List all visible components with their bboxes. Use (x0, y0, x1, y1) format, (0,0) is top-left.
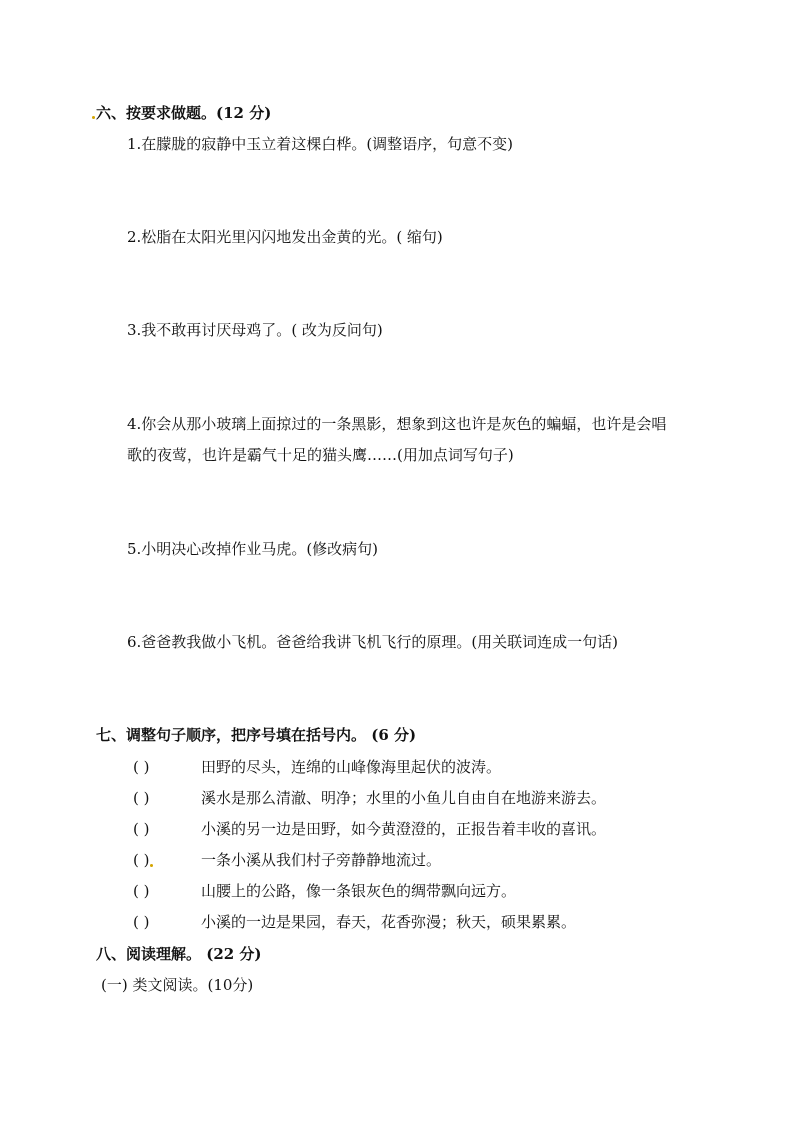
answer-bracket[interactable]: ( ) (133, 789, 150, 807)
question-6-2: 2.松脂在太阳光里闪闪地发出金黄的光。( 缩句) (127, 228, 443, 246)
order-item-5 (133, 881, 516, 901)
order-sentence: 山腰上的公路，像一条银灰色的绸带飘向远方。 (201, 882, 517, 900)
answer-bracket[interactable]: ( ) (133, 913, 150, 931)
order-item-4 (133, 850, 441, 870)
section-6-heading: 六、按要求做题。(12 分) (96, 104, 272, 122)
order-sentence: 溪水是那么清澈、明净；水里的小鱼儿自由自在地游来游去。 (201, 789, 607, 807)
question-6-4-line-2: 歌的夜莺，也许是霸气十足的猫头鹰……(用加点词写句子) (127, 446, 514, 464)
section-8-sub-1: (一) 类文阅读。(10分) (101, 976, 254, 994)
answer-bracket[interactable]: ( ) (133, 882, 150, 900)
yellow-dot-mark (92, 116, 95, 119)
question-6-3: 3.我不敢再讨厌母鸡了。( 改为反问句) (127, 321, 383, 339)
order-item-6 (133, 912, 576, 932)
order-sentence: 小溪的另一边是田野，如今黄澄澄的，正报告着丰收的喜讯。 (201, 820, 607, 838)
section-8-heading: 八、阅读理解。 (22 分) (96, 945, 262, 963)
question-6-6: 6.爸爸教我做小飞机。爸爸给我讲飞机飞行的原理。(用关联词连成一句话) (127, 633, 619, 651)
question-6-1: 1.在朦胧的寂静中玉立着这棵白桦。(调整语序，句意不变) (127, 135, 514, 153)
answer-bracket[interactable]: ( ) (133, 758, 150, 776)
order-sentence: 田野的尽头，连绵的山峰像海里起伏的波涛。 (201, 758, 502, 776)
order-item-1 (133, 757, 501, 777)
order-sentence: 小溪的一边是果园，春天，花香弥漫；秋天，硕果累累。 (201, 913, 577, 931)
order-item-2 (133, 788, 606, 808)
order-item-3 (133, 819, 606, 839)
answer-bracket[interactable]: ( ) (133, 851, 150, 869)
answer-bracket[interactable]: ( ) (133, 820, 150, 838)
section-7-heading: 七、调整句子顺序，把序号填在括号内。 (6 分) (96, 726, 417, 744)
question-6-4-line-1: 4.你会从那小玻璃上面掠过的一条黑影，想象到这也许是灰色的蝙蝠，也许是会唱 (127, 415, 667, 433)
question-6-5: 5.小明决心改掉作业马虎。(修改病句) (127, 540, 379, 558)
yellow-dot-mark (150, 864, 153, 867)
order-sentence: 一条小溪从我们村子旁静静地流过。 (201, 851, 442, 869)
